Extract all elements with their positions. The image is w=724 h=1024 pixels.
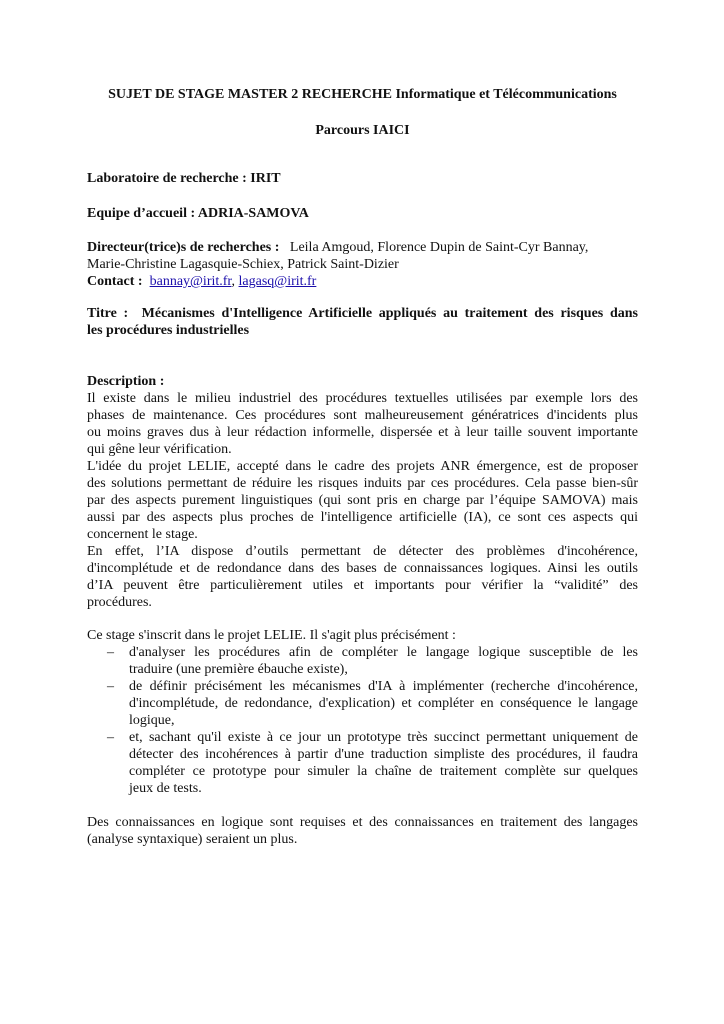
contact-email-link-2[interactable]: lagasq@irit.fr: [238, 274, 317, 289]
dash-bullet: –: [107, 645, 114, 660]
task-3-line-2: détecter des incohérences à partir d'une traduction simpliste des procédures, il faudra: [129, 747, 638, 762]
task-2-line-2: d'incomplétude, de redondance, d'explication) et compléter en conséquence le langage: [129, 696, 638, 711]
contact-line: [87, 273, 638, 290]
contact-email-link-1[interactable]: bannay@irit.fr: [149, 274, 232, 289]
directors-names-line2: Marie-Christine Lagasquie-Schiex, Patrick Saint-Dizier: [87, 257, 399, 272]
task-3-line-3: compléter ce prototype pour simuler la chaîne de traitement complète sur quelques: [129, 764, 638, 779]
desc-p1-line-2: phases de maintenance. Ces procédures sont malheureusement génératrices d'incidents plus: [87, 408, 638, 423]
desc-p3-line-3: d’IA peuvent être particulièrement utiles et importants pour vérifier la “validité” des: [87, 578, 638, 593]
desc-p2-line-1: L'idée du projet LELIE, accepté dans le cadre des projets ANR émergence, est de proposer: [87, 459, 638, 474]
titre-line2: les procédures industrielles: [87, 323, 250, 338]
lab-label: Laboratoire de recherche :: [87, 171, 247, 186]
contact-separator: ,: [231, 274, 236, 289]
document-title: SUJET DE STAGE MASTER 2 RECHERCHE Informatique et Télécommunications: [108, 87, 617, 102]
desc-p2-line-3: par des aspects purement linguistiques (qui sont pris en charge par l’équipe SAMOVA) mais: [87, 493, 638, 508]
description-block: [87, 373, 638, 611]
list-item: [87, 729, 638, 797]
lab-line: [87, 170, 638, 187]
list-item: [87, 678, 638, 729]
directors-label: Directeur(trice)s de recherches :: [87, 240, 280, 255]
desc-p1-line-4: qui gêne leur vérification.: [87, 442, 232, 457]
desc-p3-line-4: procédures.: [87, 595, 152, 610]
task-1-line-2: traduire (une première ébauche existe),: [129, 662, 348, 677]
task-2-line-1: de définir précisément les mécanismes d'IA à implémenter (recherche d'incohérence,: [129, 679, 638, 694]
team-line: [87, 205, 638, 222]
parcours-heading: Parcours IAICI: [315, 123, 410, 138]
team-label: Equipe d’accueil :: [87, 206, 196, 221]
contact-label: Contact :: [87, 274, 143, 289]
desc-p2-line-4: aussi par des aspects plus proches de l'intelligence artificielle (IA), ce sont ces aspects qui: [87, 510, 638, 525]
desc-p3-line-1: En effet, l’IA dispose d’outils permettant de détecter des problèmes d'incohérence,: [87, 544, 638, 559]
titre-line1: Mécanismes d'Intelligence Artificielle appliqués au traitement des risques dans: [141, 306, 638, 321]
team-value: ADRIA-SAMOVA: [197, 206, 309, 221]
description-heading: Description :: [87, 374, 165, 389]
directors-block: [87, 239, 638, 290]
task-2-line-3: logique,: [129, 713, 175, 728]
internship-title-block: [87, 305, 638, 339]
lab-value: IRIT: [250, 171, 281, 186]
stage-tasks-list: [87, 644, 638, 797]
requirements-line-1: Des connaissances en logique sont requises et des connaissances en traitement des langages: [87, 815, 638, 830]
desc-p3-line-2: d'incomplétude et de redondance dans des bases de connaissances logiques. Ainsi les outils: [87, 561, 638, 576]
list-item: [87, 644, 638, 678]
requirements-line-2: (analyse syntaxique) seraient un plus.: [87, 832, 298, 847]
directors-names-line1: Leila Amgoud, Florence Dupin de Saint-Cyr Bannay,: [289, 240, 589, 255]
task-3-line-1: et, sachant qu'il existe à ce jour un prototype très succinct permettant uniquement de: [129, 730, 638, 745]
dash-bullet: –: [107, 679, 114, 694]
desc-p2-line-5: concernent le stage.: [87, 527, 198, 542]
desc-p1-line-3: ou moins graves dus à leur rédaction informelle, dispersée et à leur taille souvent importante: [87, 425, 638, 440]
stage-intro: Ce stage s'inscrit dans le projet LELIE. Il s'agit plus précisément :: [87, 628, 456, 643]
desc-p2-line-2: des solutions permettant de réduire les risques induits par ces procédures. Cela passe bien-sûr: [87, 476, 638, 491]
task-3-line-4: jeux de tests.: [129, 781, 202, 796]
task-1-line-1: d'analyser les procédures afin de compléter le langage logique susceptible de les: [129, 645, 638, 660]
dash-bullet: –: [107, 730, 114, 745]
requirements-paragraph: [87, 814, 638, 848]
desc-p1-line-1: Il existe dans le milieu industriel des procédures textuelles utilisées par exemple lors des: [87, 391, 638, 406]
titre-label: Titre :: [87, 306, 129, 321]
